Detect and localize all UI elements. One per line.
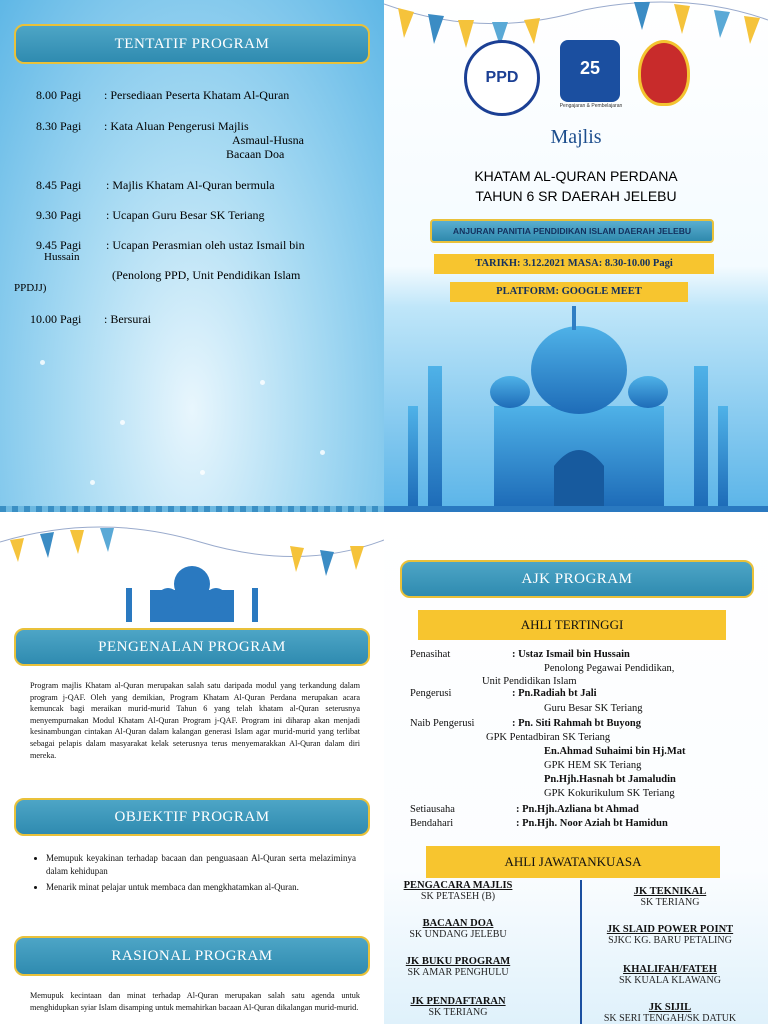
penasihat-label: Penasihat bbox=[410, 649, 451, 660]
tentatif-title: TENTATIF PROGRAM bbox=[114, 36, 270, 52]
time: 8.00 Pagi bbox=[36, 88, 82, 102]
naib-role: GPK Pentadbiran SK Teriang bbox=[486, 732, 611, 743]
penasihat-name-text: Ustaz Ismail bin Hussain bbox=[518, 649, 630, 660]
jk-item bbox=[580, 1002, 760, 1024]
naib-name: : Pn. Siti Rahmah bt Buyong bbox=[512, 718, 641, 729]
bendahari-label: Bendahari bbox=[410, 818, 454, 829]
objektif-banner bbox=[14, 798, 370, 836]
rasional-title: RASIONAL PROGRAM bbox=[111, 948, 273, 964]
pengerusi-name: : Pn.Radiah bt Jali bbox=[512, 688, 597, 699]
ajk-panel bbox=[384, 512, 768, 1024]
pengerusi-label: Pengerusi bbox=[410, 688, 452, 699]
logo-caption: Pengajaran & Pembelajaran bbox=[559, 103, 623, 109]
jk-school: SJKC KG. BARU PETALING bbox=[608, 935, 732, 946]
pengenalan-title: PENGENALAN PROGRAM bbox=[98, 639, 286, 655]
info-panel bbox=[0, 512, 384, 1024]
ahli-jawatankuasa-box bbox=[426, 846, 720, 878]
jk-school: SK PETASEH (B) bbox=[420, 891, 496, 902]
activity: : Ucapan Guru Besar SK Teriang bbox=[106, 208, 265, 222]
anniversary-logo-text: 25 bbox=[579, 58, 601, 78]
jk-heading: JK BUKU PROGRAM bbox=[405, 956, 511, 967]
penasihat-role: Penolong Pegawai Pendidikan, bbox=[544, 663, 675, 674]
jk-item bbox=[384, 956, 548, 978]
rasional-text: Memupuk kecintaan dan minat terhadap Al-Quran merupakan salah satu agenda untuk menghidupkan syiar Islam disamping untuk memahirkan bacaan Al-Quran dikalangan murid-murid. bbox=[30, 991, 360, 1012]
anniversary-logo bbox=[560, 40, 620, 102]
penasihat-name: : Ustaz Ismail bin Hussain bbox=[512, 649, 630, 660]
setiausaha-label: Setiausaha bbox=[410, 804, 455, 815]
time: 10.00 Pagi bbox=[30, 312, 82, 326]
ahli-jawatankuasa-text: AHLI JAWATANKUASA bbox=[504, 854, 642, 869]
ahli-tertinggi-box bbox=[418, 610, 726, 640]
jk-heading: JK SLAID POWER POINT bbox=[606, 924, 734, 935]
jk-school: SK TERIANG bbox=[428, 1007, 488, 1018]
pengenalan-text: Program majlis Khatam al-Quran merupakan salah satu daripada modul yang terkandung dalam program j-QAF. Oleh yang demikian, Program Khatam Al-Quran Perdana merupakan acara kemuncak bagi meraikan murid-murid Tahun 6 yang telah khatam al-Quran seterusnya menyempurnakan Modul Khatam Al-Quran Program j-QAF. Program ini diharap akan menjadi kesinambungan cintakan Al-Quran dalam kalangan generasi Islam agar murid-murid yang terlibat sebagai pelapis dalam masyarakat kelak seterusnya terus menyemarakkan Al-Quran dalam diri mereka. bbox=[30, 681, 360, 760]
activity: : Persediaan Peserta Khatam Al-Quran bbox=[104, 88, 290, 102]
ajk-title: AJK PROGRAM bbox=[521, 571, 633, 587]
activity: : Bersurai bbox=[104, 312, 151, 326]
majlis-heading: Majlis bbox=[550, 126, 602, 148]
objektif-title: OBJEKTIF PROGRAM bbox=[114, 809, 270, 825]
time: 9.45 Pagi bbox=[36, 238, 82, 252]
tarikh-box bbox=[434, 254, 714, 274]
activity-cont: (Penolong PPD, Unit Pendidikan Islam bbox=[112, 268, 301, 282]
jk-heading: JK TEKNIKAL bbox=[633, 886, 707, 897]
activity-extra: Bacaan Doa bbox=[226, 147, 285, 161]
naib-name: En.Ahmad Suhaimi bin Hj.Mat bbox=[544, 746, 686, 757]
jk-heading: JK SIJIL bbox=[648, 1002, 692, 1013]
state-crest-logo bbox=[638, 40, 690, 106]
jk-school: SK AMAR PENGHULU bbox=[407, 967, 509, 978]
setiausaha-name: : Pn.Hjh.Azliana bt Ahmad bbox=[516, 804, 639, 815]
activity-extra: Asmaul-Husna bbox=[232, 133, 304, 147]
pengerusi-role: Guru Besar SK Teriang bbox=[544, 703, 643, 714]
ppd-logo-text: PPD bbox=[485, 69, 519, 86]
mosque-illustration bbox=[384, 296, 768, 512]
jk-school: SK KUALA KLAWANG bbox=[619, 975, 721, 986]
activity: : Majlis Khatam Al-Quran bermula bbox=[106, 178, 275, 192]
jk-item bbox=[580, 886, 760, 908]
bendahari-name-text: Pn.Hjh. Noor Aziah bt Hamidun bbox=[522, 818, 668, 829]
tentatif-panel bbox=[0, 0, 384, 512]
bunting-mosque-decoration bbox=[0, 512, 384, 622]
pengerusi-name-text: Pn.Radiah bt Jali bbox=[518, 688, 597, 699]
tarikh-text: TARIKH: 3.12.2021 MASA: 8.30-10.00 Pagi bbox=[475, 258, 673, 269]
jk-item bbox=[384, 880, 548, 902]
naib-name: Pn.Hjh.Hasnah bt Jamaludin bbox=[544, 774, 676, 785]
time: 8.45 Pagi bbox=[36, 178, 82, 192]
objektif-list bbox=[34, 852, 356, 894]
objektif-item: • Memupuk keyakinan terhadap bacaan dan penguasaan Al-Quran serta melaziminya dalam kehidupan bbox=[46, 852, 356, 877]
jk-item bbox=[580, 964, 760, 986]
ahli-tertinggi-text: AHLI TERTINGGI bbox=[520, 617, 624, 632]
jk-school: SK SERI TENGAH/SK DATUK bbox=[603, 1013, 737, 1024]
activity-cont: PPDJJ) bbox=[14, 282, 47, 294]
activity: : Kata Aluan Pengerusi Majlis bbox=[104, 119, 249, 133]
naib-role: GPK Kokurikulum SK Teriang bbox=[544, 788, 675, 799]
ppd-logo bbox=[464, 40, 540, 116]
jk-heading: PENGACARA MAJLIS bbox=[403, 880, 513, 891]
jk-item bbox=[580, 924, 760, 946]
ajk-banner bbox=[400, 560, 754, 598]
naib-label: Naib Pengerusi bbox=[410, 718, 475, 729]
event-title-line2: TAHUN 6 SR DAERAH JELEBU bbox=[475, 188, 677, 204]
jk-heading: BACAAN DOA bbox=[422, 918, 494, 929]
time: 9.30 Pagi bbox=[36, 208, 82, 222]
jk-item bbox=[384, 918, 548, 940]
objektif-item: • Menarik minat pelajar untuk membaca dan mengkhatamkan al-Quran. bbox=[46, 881, 356, 894]
tentatif-banner bbox=[14, 24, 370, 64]
jk-school: SK TERIANG bbox=[640, 897, 700, 908]
jk-item bbox=[384, 996, 548, 1018]
setiausaha-name-text: Pn.Hjh.Azliana bt Ahmad bbox=[522, 804, 639, 815]
penasihat-role: Unit Pendidikan Islam bbox=[482, 676, 577, 687]
jk-school: SK UNDANG JELEBU bbox=[409, 929, 507, 940]
anjuran-banner bbox=[430, 219, 714, 243]
rasional-banner bbox=[14, 936, 370, 976]
platform-text: PLATFORM: GOOGLE MEET bbox=[496, 286, 642, 297]
bendahari-name: : Pn.Hjh. Noor Aziah bt Hamidun bbox=[516, 818, 668, 829]
activity: : Ucapan Perasmian oleh ustaz Ismail bin bbox=[106, 238, 305, 252]
pengenalan-banner bbox=[14, 628, 370, 666]
jk-heading: KHALIFAH/FATEH bbox=[623, 964, 717, 975]
naib-name-text: Pn. Siti Rahmah bt Buyong bbox=[518, 718, 641, 729]
event-title-line1: KHATAM AL-QURAN PERDANA bbox=[474, 168, 678, 184]
activity-cont: Hussain bbox=[44, 251, 80, 263]
anjuran-text: ANJURAN PANITIA PENDIDIKAN ISLAM DAERAH JELEBU bbox=[452, 226, 692, 236]
cover-panel bbox=[384, 0, 768, 512]
naib-role: GPK HEM SK Teriang bbox=[544, 760, 642, 771]
jk-heading: JK PENDAFTARAN bbox=[410, 996, 506, 1007]
time: 8.30 Pagi bbox=[36, 119, 82, 133]
